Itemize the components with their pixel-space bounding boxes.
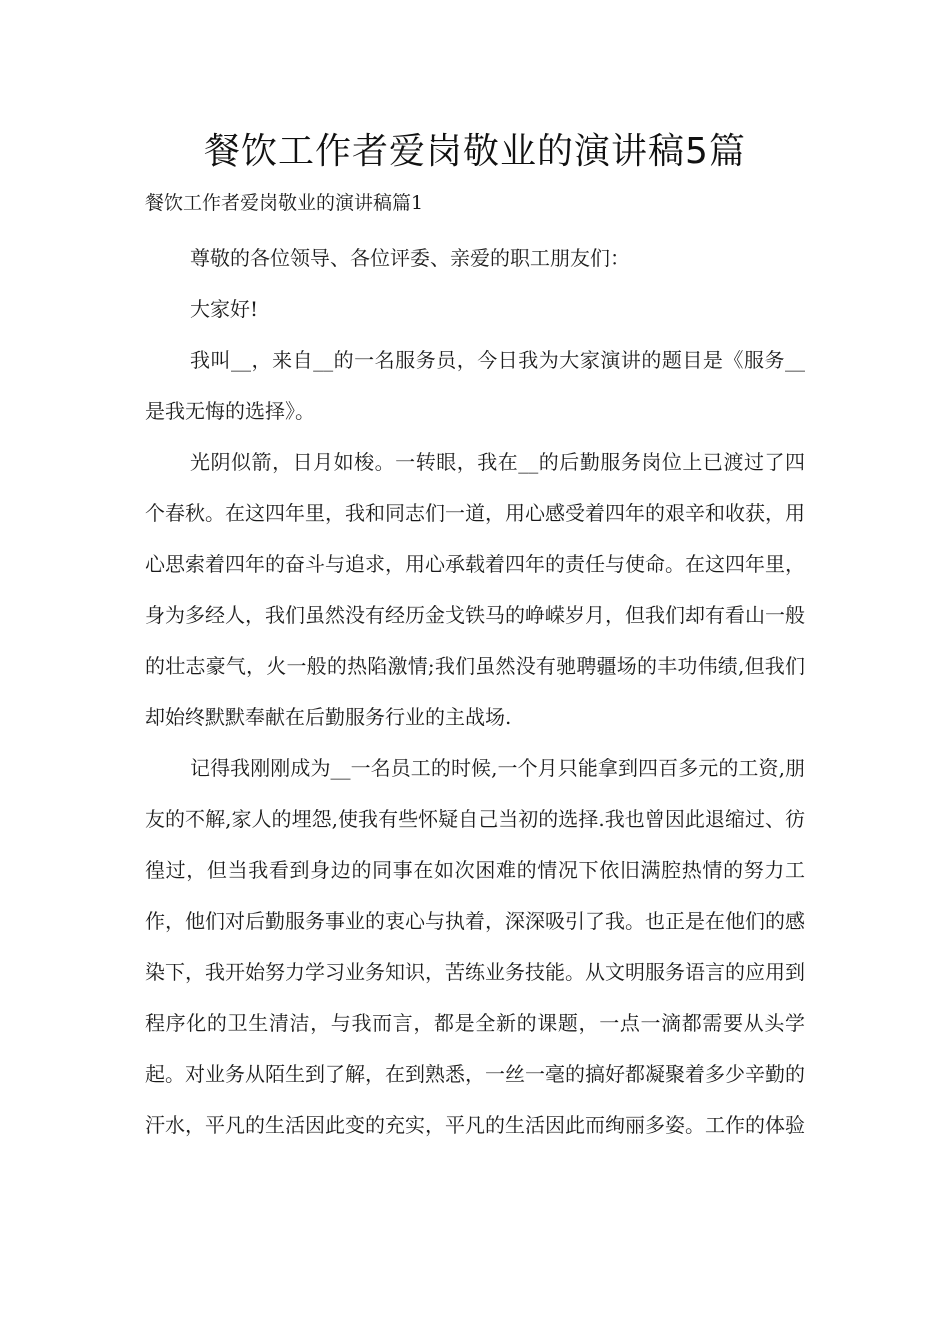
paragraph-greeting: 大家好!	[190, 297, 259, 321]
paragraph-memories: 记得我刚刚成为__一名员工的时候,一个月只能拿到四百多元的工资,朋友的不解,家人的埋怨,使我有些怀疑自己当初的选择.我也曾因此退缩过、彷徨过，但当我看到身边的同事在如次困难的情况下依旧满腔热情的努力工作，他们对后勤服务事业的衷心与执着，深深吸引了我。也正是在他们的感染下，我开始努力学习业务知识，苦练业务技能。从文明服务语言的应用到程序化的卫生清洁，与我而言，都是全新的课题，一点一滴都需要从头学起。对业务从陌生到了解，在到熟悉，一丝一毫的搞好都凝聚着多少辛勤的汗水，平凡的生活因此变的充实，平凡的生活因此而绚丽多姿。工作的体验	[145, 756, 805, 1137]
section-heading: 餐饮工作者爱岗敬业的演讲稿篇1	[145, 192, 424, 214]
paragraph-introduction: 我叫__，来自__的一名服务员，今日我为大家演讲的题目是《服务__是我无悔的选择》。	[145, 348, 805, 423]
document-title: 餐饮工作者爱岗敬业的演讲稿5篇	[204, 131, 746, 172]
paragraph-salutation: 尊敬的各位领导、各位评委、亲爱的职工朋友们：	[190, 246, 630, 270]
paragraph-four-years: 光阴似箭，日月如梭。一转眼，我在__的后勤服务岗位上已渡过了四个春秋。在这四年里，我和同志们一道，用心感受着四年的艰辛和收获，用心思索着四年的奋斗与追求，用心承载着四年的责任与使命。在这四年里，身为多经人，我们虽然没有经历金戈铁马的峥嵘岁月，但我们却有看山一般的壮志豪气，火一般的热陷激情;我们虽然没有驰聘疆场的丰功伟绩,但我们却始终默默奉献在后勤服务行业的主战场.	[145, 450, 805, 729]
